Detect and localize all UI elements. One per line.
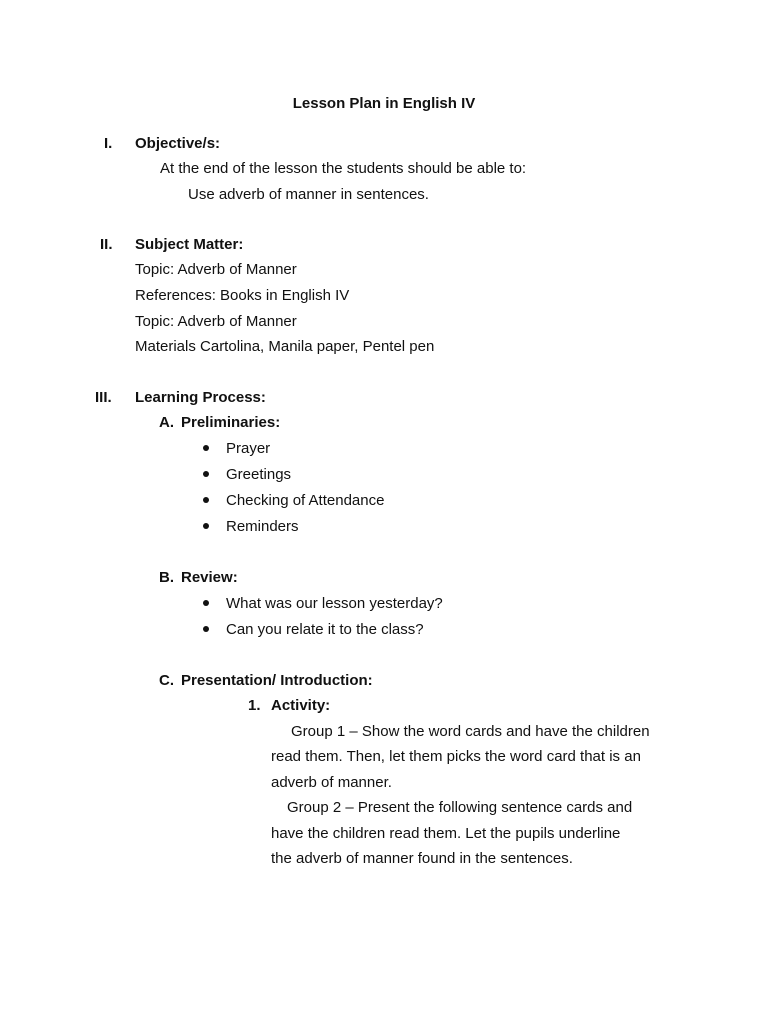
activity-paragraph-line: read them. Then, let them picks the word card that is an xyxy=(271,748,641,765)
subsection-letter-review: B. xyxy=(159,569,174,586)
subject-line: Topic: Adverb of Manner xyxy=(135,313,297,330)
section-numeral-subject: II. xyxy=(100,236,113,253)
list-item: Can you relate it to the class? xyxy=(226,621,424,638)
section-heading-objective: Objective/s: xyxy=(135,135,221,152)
subsection-letter-preliminaries: A. xyxy=(159,414,174,431)
bullet-icon xyxy=(203,600,209,606)
section-numeral-objective: I. xyxy=(104,135,113,152)
list-item: Greetings xyxy=(226,466,292,483)
list-item: Reminders xyxy=(226,518,299,535)
activity-paragraph-line: Group 2 – Present the following sentence cards and xyxy=(287,799,633,816)
activity-paragraph-line: have the children read them. Let the pupils underline xyxy=(271,825,621,842)
list-item: What was our lesson yesterday? xyxy=(226,595,443,612)
page-title: Lesson Plan in English IV xyxy=(292,95,476,112)
bullet-icon xyxy=(203,445,209,451)
subsection-heading-review: Review: xyxy=(181,569,238,586)
list-item: Prayer xyxy=(226,440,271,457)
activity-heading: Activity: xyxy=(271,697,331,714)
objective-intro: At the end of the lesson the students should be able to: xyxy=(160,160,527,177)
subsection-heading-preliminaries: Preliminaries: xyxy=(181,414,281,431)
bullet-icon xyxy=(203,497,209,503)
activity-paragraph-line: adverb of manner. xyxy=(271,774,392,791)
section-numeral-learning: III. xyxy=(95,389,112,406)
section-heading-learning: Learning Process: xyxy=(135,389,266,406)
subsection-letter-presentation: C. xyxy=(159,672,174,689)
subject-line: Topic: Adverb of Manner xyxy=(135,261,297,278)
subject-line: References: Books in English IV xyxy=(135,287,350,304)
bullet-icon xyxy=(203,471,209,477)
activity-paragraph-line: the adverb of manner found in the sentences. xyxy=(271,850,573,867)
list-item: Checking of Attendance xyxy=(226,492,385,509)
activity-paragraph-line: Group 1 – Show the word cards and have the children xyxy=(291,723,650,740)
activity-number: 1. xyxy=(248,697,261,714)
objective-item: Use adverb of manner in sentences. xyxy=(188,186,429,203)
bullet-icon xyxy=(203,523,209,529)
subject-line: Materials Cartolina, Manila paper, Pentel pen xyxy=(135,338,435,355)
subsection-heading-presentation: Presentation/ Introduction: xyxy=(181,672,373,689)
bullet-icon xyxy=(203,626,209,632)
section-heading-subject: Subject Matter: xyxy=(135,236,244,253)
